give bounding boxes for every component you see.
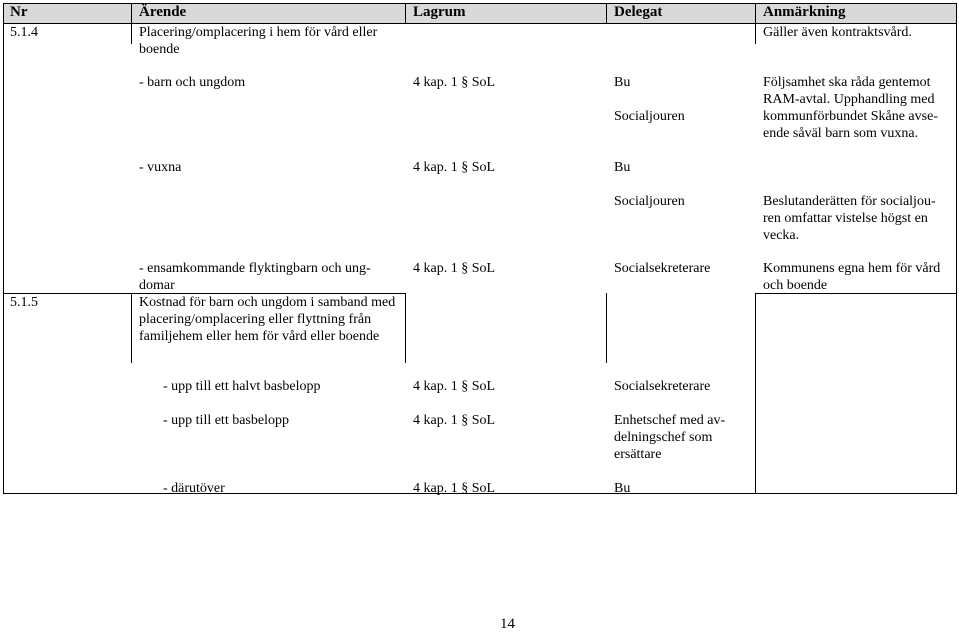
header-anmarkning: Anmärkning — [763, 4, 846, 20]
remark: Följsamhet ska råda gentemot RAM-avtal. Upphandling med kommunförbundet Skåne avse- ende såväl barn som vuxna. — [763, 75, 938, 141]
header-lagrum: Lagrum — [413, 4, 466, 20]
column-divider — [755, 293, 756, 494]
column-divider — [755, 23, 756, 44]
delegate: Socialsekreterare — [614, 261, 711, 276]
remark: Kommunens egna hem för vård och boende — [763, 261, 941, 293]
case-subitem: - därutöver — [163, 481, 225, 496]
case-subitem: - upp till ett basbelopp — [163, 413, 289, 428]
delegate: Enhetschef med av- delningschef som ersättare — [614, 413, 726, 462]
case-subitem: - vuxna — [139, 160, 182, 175]
case-description: Kostnad för barn och ungdom i samband med placering/omplacering eller flyttning från familjehem eller hem för vård eller boende — [139, 295, 396, 344]
legal-reference: 4 kap. 1 § SoL — [413, 160, 496, 175]
legal-reference: 4 kap. 1 § SoL — [413, 481, 496, 496]
page-number: 14 — [500, 616, 515, 632]
delegate: Socialjouren — [614, 109, 685, 124]
case-subitem: - ensamkommande flyktingbarn och ung- domar — [139, 261, 371, 293]
delegate: Bu — [614, 75, 631, 90]
legal-reference: 4 kap. 1 § SoL — [413, 75, 496, 90]
header-divider — [755, 3, 756, 23]
row-number: 5.1.4 — [10, 25, 38, 40]
header-divider — [606, 3, 607, 23]
delegate: Bu — [614, 481, 631, 496]
case-subitem: - barn och ungdom — [139, 75, 246, 90]
column-divider — [606, 293, 607, 363]
delegate: Socialjouren — [614, 194, 685, 209]
remark: Beslutanderätten för socialjou- ren omfattar vistelse högst en vecka. — [763, 194, 936, 243]
header-nr: Nr — [10, 4, 28, 20]
row-number: 5.1.5 — [10, 295, 38, 310]
legal-reference: 4 kap. 1 § SoL — [413, 413, 496, 428]
column-divider — [131, 293, 132, 363]
column-divider — [131, 23, 132, 44]
legal-reference: 4 kap. 1 § SoL — [413, 379, 496, 394]
header-arende: Ärende — [139, 4, 187, 20]
case-subitem: - upp till ett halvt basbelopp — [163, 379, 321, 394]
header-delegat: Delegat — [614, 4, 663, 20]
delegate: Socialsekreterare — [614, 379, 711, 394]
column-divider — [405, 293, 406, 363]
header-divider — [405, 3, 406, 23]
remark: Gäller även kontraktsvård. — [763, 25, 912, 40]
legal-reference: 4 kap. 1 § SoL — [413, 261, 496, 276]
delegate: Bu — [614, 160, 631, 175]
case-description: Placering/omplacering i hem för vård eller boende — [139, 25, 378, 57]
header-divider — [131, 3, 132, 23]
